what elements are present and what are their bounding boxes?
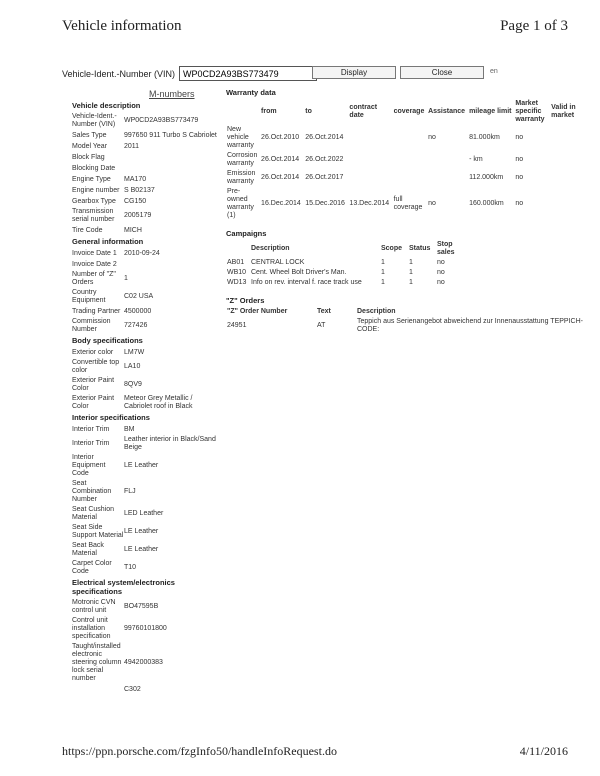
detail-row bbox=[70, 197, 220, 206]
detail-label: Invoice Date 2 bbox=[72, 260, 117, 268]
table-cell: Info on rev. interval f. race track use bbox=[251, 279, 362, 286]
close-button[interactable]: Close bbox=[400, 66, 484, 79]
detail-row bbox=[70, 377, 220, 393]
table-cell bbox=[393, 151, 427, 169]
detail-row bbox=[70, 506, 220, 522]
detail-value: LM7W bbox=[124, 348, 145, 356]
z-orders-heading: "Z" Orders bbox=[226, 296, 265, 305]
detail-value: MICH bbox=[124, 226, 142, 234]
detail-row bbox=[70, 436, 220, 452]
detail-label: Engine Type bbox=[72, 175, 111, 183]
detail-value: 2010-09-24 bbox=[124, 249, 160, 257]
table-cell bbox=[550, 187, 586, 221]
table-cell bbox=[550, 169, 586, 187]
detail-label: Taught/installed electronic steering column lock serial number bbox=[72, 643, 122, 682]
detail-label: Gearbox Type bbox=[72, 197, 116, 205]
table-cell: New vehicle warranty bbox=[227, 126, 254, 149]
detail-label: Convertible top color bbox=[72, 359, 120, 374]
detail-value: 2005179 bbox=[124, 212, 152, 219]
detail-label: Control unit installation specification bbox=[72, 617, 111, 640]
detail-label: Sales Type bbox=[72, 131, 107, 139]
table-cell: 26.Oct.2010 bbox=[261, 134, 300, 141]
detail-label: Vehicle-Ident.-Number (VIN) bbox=[72, 113, 117, 128]
column-header: Stop sales bbox=[437, 241, 455, 256]
detail-value: WP0CD2A93BS773479 bbox=[124, 117, 199, 124]
detail-label: Interior Trim bbox=[72, 440, 110, 447]
column-header: to bbox=[305, 108, 312, 115]
detail-row bbox=[70, 249, 220, 258]
detail-value: Leather interior in Black/Sand Beige bbox=[124, 436, 216, 451]
table-cell: - km bbox=[469, 156, 483, 163]
column-header: Market specific warranty bbox=[515, 100, 545, 123]
warranty-heading: Warranty data bbox=[226, 88, 276, 97]
detail-value: 4942000383 bbox=[124, 659, 163, 666]
vehicle-description-list bbox=[70, 113, 220, 235]
vin-label: Vehicle-Ident.-Number (VIN) bbox=[62, 68, 176, 79]
campaign-row bbox=[226, 258, 471, 268]
table-cell: 1 bbox=[409, 279, 413, 286]
detail-value: 2011 bbox=[124, 142, 140, 150]
vin-bar bbox=[62, 66, 317, 81]
section-heading: General information bbox=[72, 237, 144, 246]
detail-label: Motronic CVN control unit bbox=[72, 599, 116, 614]
detail-row bbox=[70, 348, 220, 357]
detail-label: Interior Equipment Code bbox=[72, 454, 106, 477]
table-cell: 81.000km bbox=[469, 134, 500, 141]
detail-value: LE Leather bbox=[124, 546, 159, 553]
detail-row bbox=[70, 164, 220, 173]
detail-row bbox=[70, 643, 220, 683]
general-information-list bbox=[70, 249, 220, 334]
table-cell: no bbox=[515, 174, 524, 181]
table-cell: no bbox=[515, 134, 524, 141]
detail-row bbox=[70, 307, 220, 316]
column-header: mileage limit bbox=[469, 108, 512, 115]
detail-value: LA10 bbox=[124, 363, 141, 370]
detail-value: CG150 bbox=[124, 197, 147, 205]
column-header: "Z" Order Number bbox=[227, 308, 288, 315]
detail-value: 997650 911 Turbo S Cabriolet bbox=[124, 131, 217, 139]
detail-value: C302 bbox=[124, 685, 141, 693]
table-cell: 16.Dec.2014 bbox=[261, 200, 301, 207]
table-cell: 1 bbox=[409, 259, 413, 266]
detail-row bbox=[70, 318, 220, 334]
table-cell: Teppich aus Serienangebot abweichend zur Innenausstattung TEPPICH-CODE: bbox=[357, 318, 583, 333]
warranty-row bbox=[226, 187, 586, 221]
detail-row bbox=[70, 524, 220, 540]
detail-label: Country Equipment bbox=[72, 289, 106, 304]
column-header: Assistance bbox=[428, 108, 466, 115]
detail-row bbox=[70, 271, 220, 287]
detail-row bbox=[70, 131, 220, 140]
column-header: contract date bbox=[349, 104, 378, 119]
detail-value: 1 bbox=[124, 275, 128, 282]
detail-label: Seat Cushion Material bbox=[72, 506, 115, 521]
table-cell: no bbox=[428, 134, 436, 141]
detail-label: Exterior color bbox=[72, 348, 114, 356]
table-cell bbox=[393, 169, 427, 187]
detail-value: MA170 bbox=[124, 175, 147, 183]
detail-value: 727426 bbox=[124, 322, 148, 329]
detail-row bbox=[70, 359, 220, 375]
warranty-row bbox=[226, 169, 586, 187]
detail-row bbox=[70, 454, 220, 478]
detail-value: S B02137 bbox=[124, 186, 155, 194]
table-cell bbox=[348, 125, 392, 151]
m-numbers-link[interactable]: M-numbers bbox=[149, 89, 195, 99]
table-cell: 26.Oct.2014 bbox=[261, 174, 300, 181]
table-cell bbox=[348, 151, 392, 169]
body-specifications-list bbox=[70, 348, 220, 411]
table-cell: CENTRAL LOCK bbox=[251, 259, 305, 266]
detail-value: T10 bbox=[124, 564, 137, 571]
detail-row bbox=[70, 153, 220, 162]
z-orders-table bbox=[226, 307, 586, 335]
detail-row bbox=[70, 113, 220, 129]
detail-label: Trading Partner bbox=[72, 307, 121, 315]
z-order-row bbox=[226, 317, 586, 335]
table-cell: Pre-owned warranty (1) bbox=[227, 188, 254, 219]
table-cell: AT bbox=[317, 322, 326, 329]
detail-row bbox=[70, 599, 220, 615]
detail-label: Interior Trim bbox=[72, 425, 110, 433]
table-cell: 26.Oct.2014 bbox=[305, 134, 344, 141]
table-cell: 1 bbox=[381, 259, 385, 266]
campaigns-heading: Campaigns bbox=[226, 229, 267, 238]
table-cell: Emission warranty bbox=[227, 170, 256, 185]
detail-label: Model Year bbox=[72, 142, 108, 150]
detail-value: 8QV9 bbox=[124, 381, 142, 388]
detail-row bbox=[70, 480, 220, 504]
table-cell bbox=[348, 169, 392, 187]
table-cell: 26.Oct.2014 bbox=[261, 156, 300, 163]
detail-label: Tire Code bbox=[72, 226, 103, 234]
detail-row bbox=[70, 685, 220, 694]
detail-label: Transmission serial number bbox=[72, 208, 115, 223]
column-header bbox=[226, 99, 260, 125]
table-cell: WB10 bbox=[227, 269, 247, 276]
table-cell: 24951 bbox=[227, 322, 247, 329]
table-cell: 1 bbox=[381, 279, 385, 286]
campaigns-table bbox=[226, 240, 471, 288]
detail-label: Blocking Date bbox=[72, 164, 116, 172]
table-cell: no bbox=[428, 200, 436, 207]
vin-input[interactable] bbox=[179, 66, 317, 81]
table-cell: full coverage bbox=[393, 196, 423, 211]
column-header: Description bbox=[357, 308, 396, 315]
warranty-header-row bbox=[226, 99, 586, 125]
page-number: Page 1 of 3 bbox=[500, 18, 568, 34]
detail-label: Seat Combination Number bbox=[72, 480, 112, 503]
footer-url: https://ppn.porsche.com/fzgInfo50/handleInfoRequest.do bbox=[62, 744, 337, 758]
detail-row bbox=[70, 226, 220, 235]
campaigns-header-row bbox=[226, 240, 471, 258]
detail-value: BM bbox=[124, 425, 135, 433]
table-cell: 13.Dec.2014 bbox=[349, 200, 390, 207]
table-cell bbox=[427, 169, 468, 187]
detail-row bbox=[70, 260, 220, 269]
detail-label: Seat Side Support Material bbox=[72, 524, 124, 539]
table-cell: 26.Oct.2017 bbox=[305, 174, 344, 181]
table-cell: 1 bbox=[409, 269, 413, 276]
column-header: Scope bbox=[381, 245, 403, 252]
table-cell: no bbox=[437, 279, 445, 286]
table-cell bbox=[550, 125, 586, 151]
detail-label: Carpet Color Code bbox=[72, 560, 112, 575]
column-header: Text bbox=[317, 308, 331, 315]
section-heading: Body specifications bbox=[72, 336, 143, 345]
table-cell: no bbox=[515, 200, 524, 207]
detail-value: 4500000 bbox=[124, 307, 152, 315]
table-cell: 160.000km bbox=[469, 200, 504, 207]
column-header: from bbox=[261, 108, 277, 115]
table-cell: 15.Dec.2016 bbox=[305, 200, 345, 207]
table-cell: AB01 bbox=[227, 259, 245, 266]
language-select[interactable]: en bbox=[490, 68, 498, 75]
detail-value: LE Leather bbox=[124, 528, 159, 535]
table-cell: 26.Oct.2022 bbox=[305, 156, 344, 163]
table-cell: 112.000km bbox=[469, 174, 504, 181]
table-cell bbox=[550, 151, 586, 169]
detail-label: Engine number bbox=[72, 186, 120, 194]
detail-value: BO47595B bbox=[124, 603, 159, 610]
detail-value: LE Leather bbox=[124, 462, 159, 469]
detail-value: FLJ bbox=[124, 488, 136, 495]
z-orders-header-row bbox=[226, 307, 586, 317]
detail-label: Invoice Date 1 bbox=[72, 249, 117, 257]
table-cell bbox=[427, 151, 468, 169]
vehicle-details-panel bbox=[70, 99, 220, 696]
detail-label: Block Flag bbox=[72, 153, 105, 161]
detail-row bbox=[70, 289, 220, 305]
detail-row bbox=[70, 560, 220, 576]
table-cell: WD13 bbox=[227, 279, 247, 286]
section-heading: Vehicle description bbox=[72, 101, 141, 110]
section-heading: Interior specifications bbox=[72, 413, 150, 422]
page-title: Vehicle information bbox=[62, 18, 182, 34]
detail-value: Meteor Grey Metallic / Cabriolet roof in Black bbox=[124, 395, 193, 410]
detail-label: Seat Back Material bbox=[72, 542, 104, 557]
detail-label: Exterior Paint Color bbox=[72, 377, 115, 392]
detail-row bbox=[70, 542, 220, 558]
footer-date: 4/11/2016 bbox=[519, 744, 568, 758]
table-cell: no bbox=[437, 259, 445, 266]
table-cell: no bbox=[437, 269, 445, 276]
detail-value: C02 USA bbox=[124, 293, 154, 300]
warranty-campaigns-panel bbox=[226, 88, 586, 335]
column-header bbox=[226, 240, 250, 258]
detail-row bbox=[70, 175, 220, 184]
table-cell bbox=[393, 125, 427, 151]
detail-label: Number of "Z" Orders bbox=[72, 271, 116, 286]
section-heading: Electrical system/electronics specifications bbox=[72, 578, 175, 596]
interior-specifications-list bbox=[70, 425, 220, 576]
table-cell: Cent. Wheel Bolt Driver's Man. bbox=[251, 269, 347, 276]
table-cell: 1 bbox=[381, 269, 385, 276]
detail-row bbox=[70, 186, 220, 195]
detail-row bbox=[70, 395, 220, 411]
electrical-specifications-list bbox=[70, 599, 220, 694]
column-header: Valid in market bbox=[551, 104, 576, 119]
detail-value: 99760101800 bbox=[124, 625, 167, 632]
detail-label: Commission Number bbox=[72, 318, 111, 333]
detail-row bbox=[70, 425, 220, 434]
warranty-row bbox=[226, 151, 586, 169]
column-header: coverage bbox=[393, 108, 425, 115]
campaign-row bbox=[226, 278, 471, 288]
detail-value: LED Leather bbox=[124, 510, 164, 517]
detail-row bbox=[70, 142, 220, 151]
column-header: Description bbox=[251, 245, 290, 252]
campaign-row bbox=[226, 268, 471, 278]
display-button[interactable]: Display bbox=[312, 66, 396, 79]
detail-label: Exterior Paint Color bbox=[72, 395, 115, 410]
table-cell: Corrosion warranty bbox=[227, 152, 258, 167]
table-cell: no bbox=[515, 156, 524, 163]
detail-row bbox=[70, 617, 220, 641]
warranty-row bbox=[226, 125, 586, 151]
detail-row bbox=[70, 208, 220, 224]
column-header: Status bbox=[409, 245, 431, 252]
warranty-table bbox=[226, 99, 586, 221]
